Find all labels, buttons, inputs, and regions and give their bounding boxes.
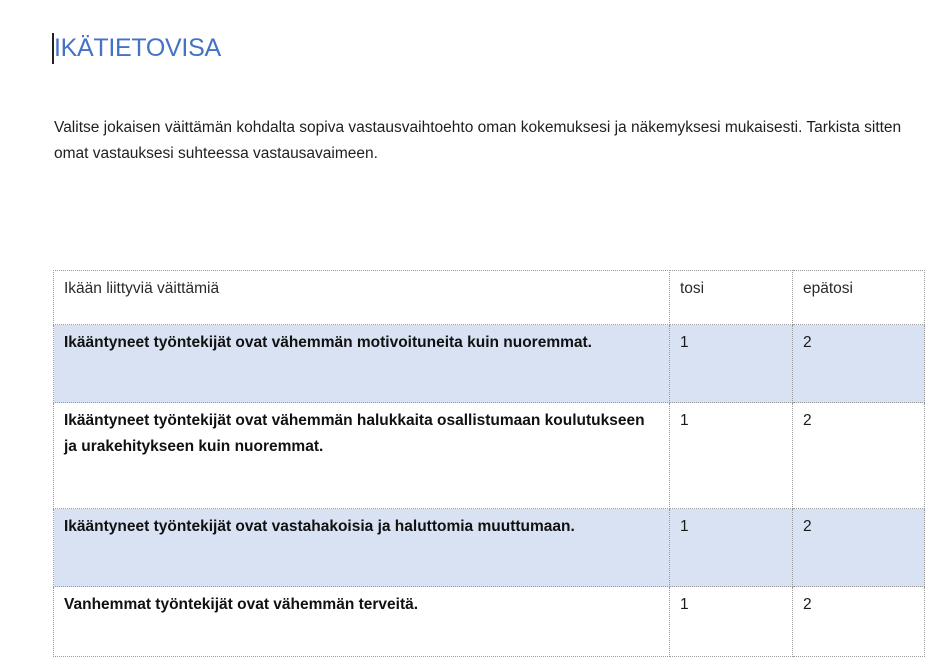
- header-statements[interactable]: Ikään liittyviä väittämiä: [54, 271, 670, 325]
- false-option-cell[interactable]: 2: [793, 325, 925, 403]
- intro-paragraph[interactable]: Valitse jokaisen väittämän kohdalta sopiva vastausvaihtoehto oman kokemuksesi ja näkemyksesi mukaisesti. Tarkista sitten omat vastauksesi suhteessa vastausavaimeen.: [54, 119, 902, 162]
- table-row: [54, 403, 925, 509]
- header-true[interactable]: tosi: [670, 271, 793, 325]
- quiz-table: [53, 270, 925, 657]
- table-header-row: [54, 271, 925, 325]
- table-row: [54, 509, 925, 587]
- statement-cell[interactable]: Ikääntyneet työntekijät ovat vähemmän motivoituneita kuin nuoremmat.: [54, 325, 670, 403]
- false-option-cell[interactable]: 2: [793, 509, 925, 587]
- statement-cell[interactable]: Ikääntyneet työntekijät ovat vähemmän halukkaita osallistumaan koulutukseen ja urakehitykseen kuin nuoremmat.: [54, 403, 670, 509]
- true-option-cell[interactable]: 1: [670, 403, 793, 509]
- statement-cell[interactable]: Ikääntyneet työntekijät ovat vastahakoisia ja haluttomia muuttumaan.: [54, 509, 670, 587]
- document-title[interactable]: IKÄTIETOVISA: [54, 34, 221, 62]
- true-option-cell[interactable]: 1: [670, 509, 793, 587]
- true-option-cell[interactable]: 1: [670, 587, 793, 657]
- header-false[interactable]: epätosi: [793, 271, 925, 325]
- statement-cell[interactable]: Vanhemmat työntekijät ovat vähemmän terveitä.: [54, 587, 670, 657]
- true-option-cell[interactable]: 1: [670, 325, 793, 403]
- table-row: [54, 587, 925, 657]
- false-option-cell[interactable]: 2: [793, 403, 925, 509]
- false-option-cell[interactable]: 2: [793, 587, 925, 657]
- table-row: [54, 325, 925, 403]
